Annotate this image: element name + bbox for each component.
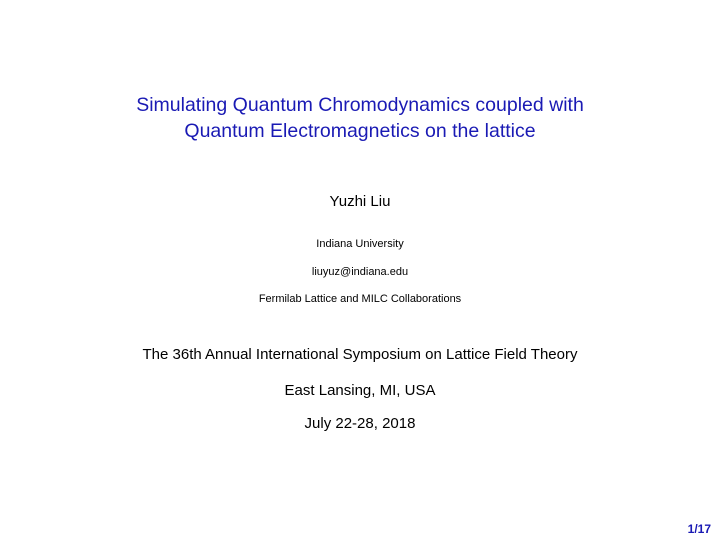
slide-title	[60, 92, 660, 144]
conference-name: The 36th Annual International Symposium on Lattice Field Theory	[142, 346, 578, 363]
title-line-2: Quantum Electromagnetics on the lattice	[184, 120, 536, 142]
title-line-1: Simulating Quantum Chromodynamics coupled with	[136, 94, 584, 116]
collaboration: Fermilab Lattice and MILC Collaborations	[258, 293, 462, 305]
author-name: Yuzhi Liu	[329, 193, 391, 210]
affiliation: Indiana University	[316, 238, 404, 250]
page-number: 1/17	[687, 522, 711, 536]
conference-location: East Lansing, MI, USA	[284, 382, 436, 399]
email-address: liuyuz@indiana.edu	[311, 266, 409, 278]
conference-date: July 22-28, 2018	[304, 415, 416, 432]
